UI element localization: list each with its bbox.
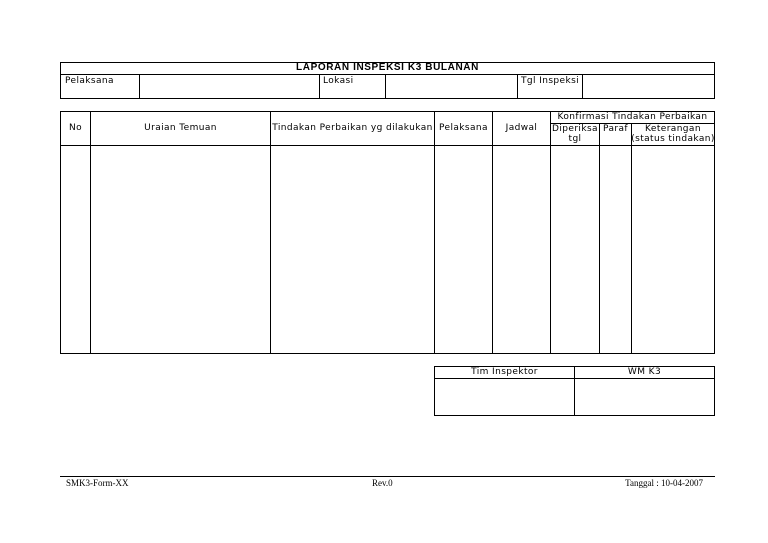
col-header-jadwal: Jadwal bbox=[505, 123, 538, 133]
header-mid-line bbox=[60, 74, 715, 75]
field-divider bbox=[517, 74, 518, 99]
field-divider bbox=[139, 74, 140, 99]
table-body[interactable] bbox=[61, 146, 714, 353]
col-header-diperiksa-line1: Diperiksa bbox=[552, 124, 598, 134]
col-header-uraian: Uraian Temuan bbox=[144, 123, 217, 133]
field-divider bbox=[385, 74, 386, 99]
table-bottom-line bbox=[60, 353, 715, 354]
field-divider bbox=[582, 74, 583, 99]
col-header-pelaksana: Pelaksana bbox=[439, 123, 488, 133]
col-header-tindakan: Tindakan Perbaikan yg dilakukan bbox=[272, 123, 433, 133]
col-header-no: No bbox=[68, 123, 83, 133]
col-border bbox=[714, 111, 715, 354]
field-label-pelaksana: Pelaksana bbox=[65, 76, 114, 86]
col-header-keterangan bbox=[631, 124, 715, 144]
col-header-keterangan-line1: Keterangan bbox=[645, 124, 701, 134]
field-divider bbox=[319, 74, 320, 99]
sig-label-tim-inspektor: Tim Inspektor bbox=[471, 367, 538, 377]
sig-label-wm-k3: WM K3 bbox=[627, 367, 662, 377]
footer-date: Tanggal : 10-04-2007 bbox=[625, 478, 703, 488]
field-label-tgl-inspeksi: Tgl Inspeksi bbox=[521, 76, 580, 86]
col-header-keterangan-line2: (status tindakan) bbox=[631, 134, 715, 144]
col-header-konfirmasi: Konfirmasi Tindakan Perbaikan bbox=[557, 112, 708, 122]
col-header-diperiksa bbox=[550, 124, 600, 144]
header-bottom-line bbox=[60, 98, 715, 99]
page-title: LAPORAN INSPEKSI K3 BULANAN bbox=[296, 62, 479, 73]
field-value-lokasi[interactable] bbox=[387, 76, 515, 96]
sig-box-wm-k3[interactable] bbox=[575, 379, 714, 415]
col-header-paraf: Paraf bbox=[603, 124, 628, 134]
footer-rev: Rev.0 bbox=[372, 478, 393, 488]
field-value-tgl-inspeksi[interactable] bbox=[584, 76, 712, 96]
field-value-pelaksana[interactable] bbox=[141, 76, 317, 96]
sig-box-tim-inspektor[interactable] bbox=[435, 379, 574, 415]
field-label-lokasi: Lokasi bbox=[323, 76, 354, 86]
col-header-diperiksa-line2: tgl bbox=[568, 134, 582, 144]
footer-form-code: SMK3-Form-XX bbox=[66, 478, 129, 488]
footer-line bbox=[60, 476, 715, 477]
